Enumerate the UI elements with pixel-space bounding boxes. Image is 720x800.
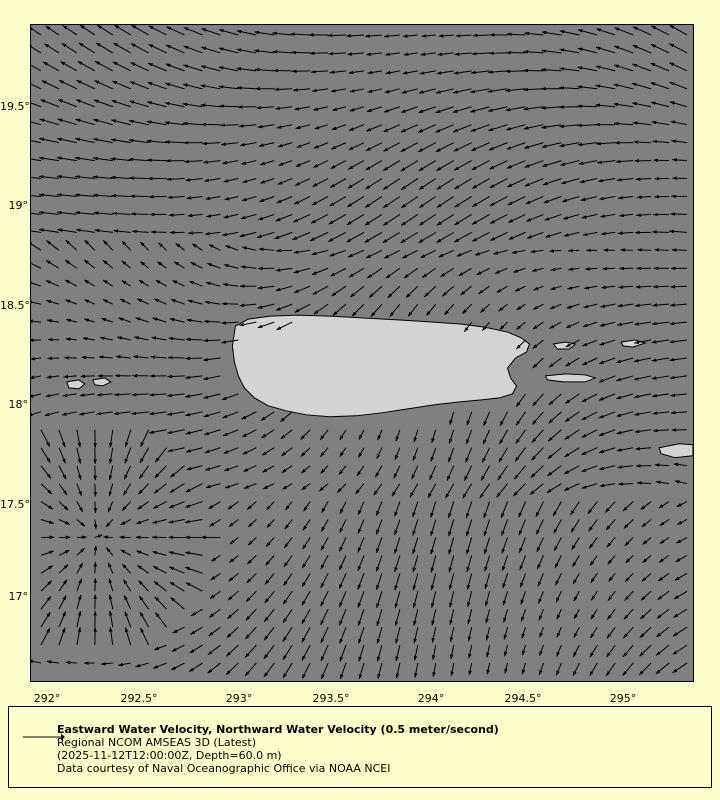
y-tick-17: 17° <box>8 590 28 603</box>
legend-credit: Data courtesy of Naval Oceanographic Office via NOAA NCEI <box>57 762 391 775</box>
land-islet-east <box>621 340 645 347</box>
legend-dataset: Regional NCOM AMSEAS 3D (Latest) <box>57 736 256 749</box>
land-east-islands <box>659 444 693 458</box>
land-vieques <box>545 374 595 382</box>
x-tick-294-5: 294.5° <box>504 692 542 705</box>
x-tick-293-5: 293.5° <box>312 692 350 705</box>
y-tick-18: 18° <box>8 398 28 411</box>
x-tick-292: 292° <box>33 692 61 705</box>
x-tick-292-5: 292.5° <box>120 692 158 705</box>
y-tick-18-5: 18.5° <box>0 299 30 312</box>
land-monito <box>93 378 111 386</box>
y-tick-19: 19° <box>8 199 28 212</box>
legend-time-depth: (2025-11-12T12:00:00Z, Depth=60.0 m) <box>57 749 282 762</box>
x-tick-294: 294° <box>417 692 445 705</box>
x-tick-293: 293° <box>225 692 253 705</box>
velocity-vector-field <box>31 25 693 681</box>
y-tick-19-5: 19.5° <box>0 100 30 113</box>
land-puerto-rico <box>67 315 693 458</box>
land-mona <box>67 380 85 389</box>
legend-panel <box>8 706 712 788</box>
legend-title: Eastward Water Velocity, Northward Water Velocity (0.5 meter/second) <box>57 723 499 736</box>
x-tick-295: 295° <box>609 692 637 705</box>
map-plot-area[interactable] <box>30 24 694 682</box>
land-culebra <box>553 342 575 349</box>
y-tick-17-5: 17.5° <box>0 498 30 511</box>
